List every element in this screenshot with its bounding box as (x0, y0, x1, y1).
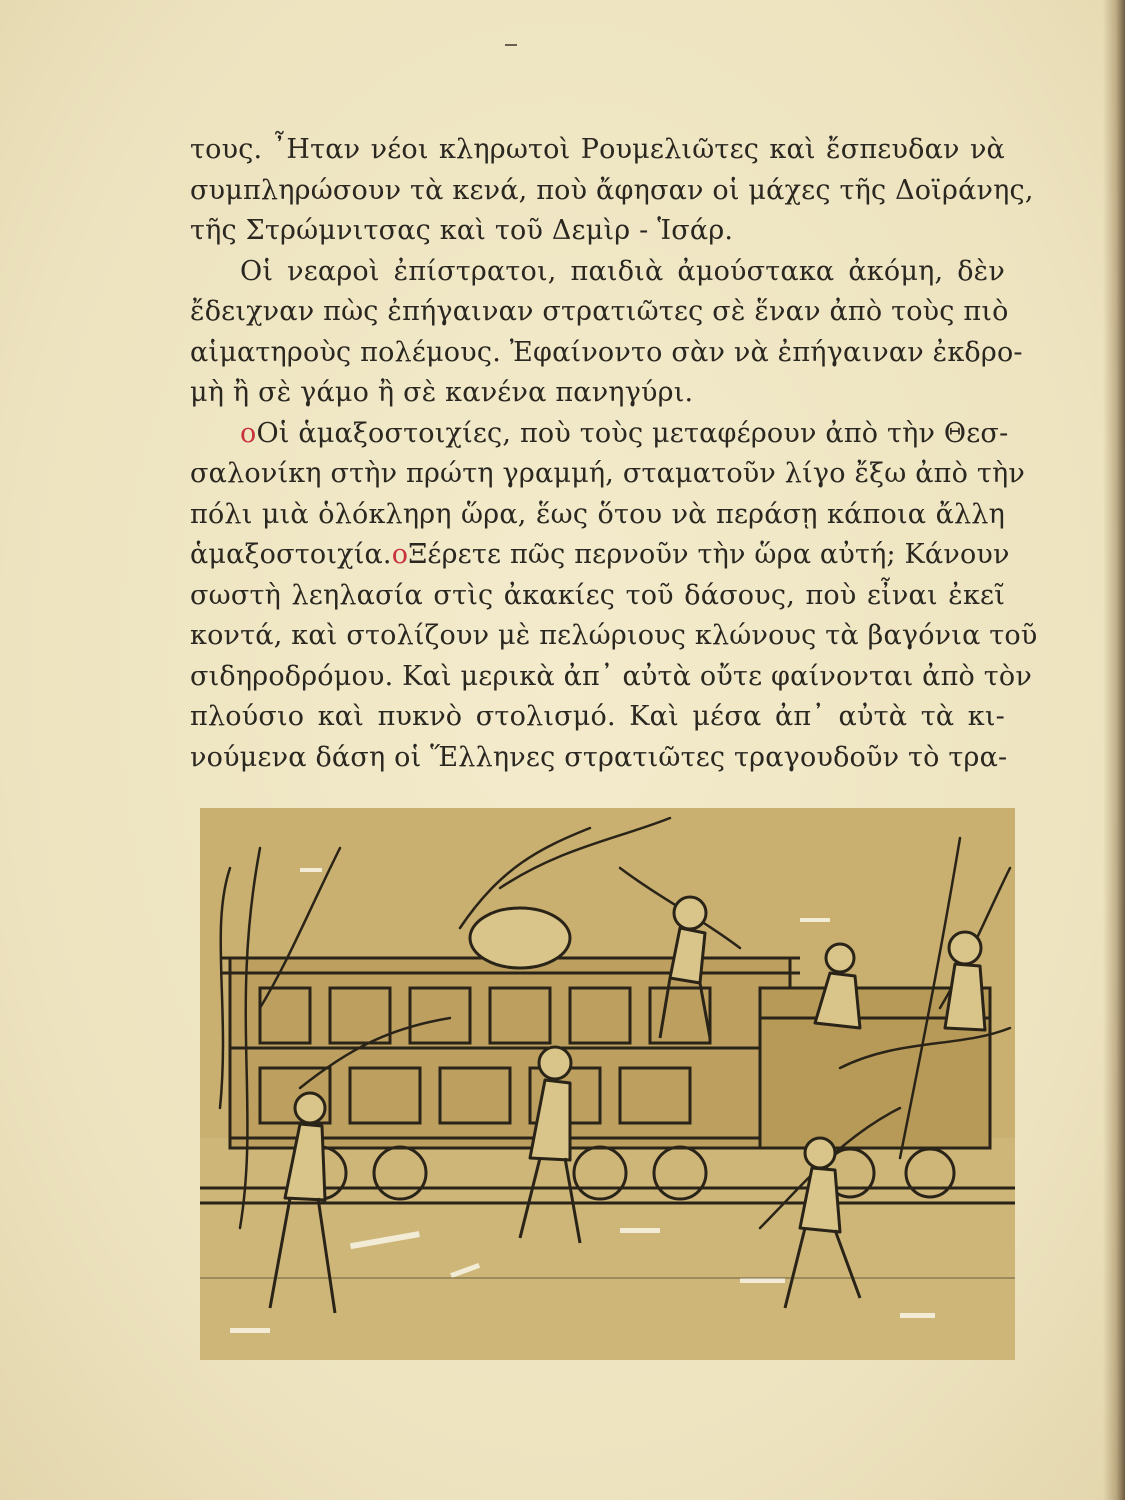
paragraph-1 (190, 130, 1034, 252)
text-line: πόλι μιὰ ὁλόκληρη ὥρα, ἕως ὅτου νὰ περάσῃ κάποια ἄλλη (190, 498, 1005, 530)
text-line: κοντά, καὶ στολίζουν μὲ πελώριους κλώνους τὰ βαγόνια τοῦ (190, 620, 1038, 651)
text-line: πλούσιο καὶ πυκνὸ στολισμό. Καὶ μέσα ἀπ᾿ αὐτὰ τὰ κι- (190, 701, 1005, 732)
page-spine-shadow (1103, 0, 1125, 1500)
text-line: ἔδειχναν πὼς ἐπήγαιναν στρατιῶτες σὲ ἕναν ἀπὸ τοὺς πιὸ (190, 296, 1009, 327)
proofreading-mark: o (391, 539, 409, 570)
top-dash-mark (505, 44, 517, 46)
paragraph-2 (190, 252, 1023, 414)
text-line (190, 414, 1009, 455)
body-text (190, 130, 1038, 778)
illustration-art (200, 808, 1015, 1360)
train-illustration (200, 808, 1015, 1360)
text-line: Οἱ νεαροὶ ἐπίστρατοι, παιδιὰ ἀμούστακα ἀκόμη, δὲν (240, 255, 1005, 287)
text-line: τους. ῏Ηταν νέοι κληρωτοὶ Ρουμελιῶτες καὶ ἔσπευδαν νὰ (190, 134, 1005, 165)
text-line: συμπληρώσουν τὰ κενά, ποὺ ἄφησαν οἱ μάχες τῆς Δοϊράνης, (190, 174, 1034, 206)
paragraph-3 (190, 414, 1038, 779)
proofreading-mark: o (240, 417, 257, 449)
text-line-content: Οἱ ἁμαξοστοιχίες, ποὺ τοὺς μεταφέρουν ἀπὸ τὴν Θεσ- (256, 417, 1009, 449)
text-line (190, 535, 1010, 576)
text-line: σωστὴ λεηλασία στὶς ἀκακίες τοῦ δάσους, ποὺ εἶναι ἐκεῖ (190, 579, 1005, 611)
text-line-content: ἁμαξοστοιχία. (190, 539, 392, 570)
text-line-content: Ξέρετε πῶς περνοῦν τὴν ὥρα αὐτή; Κάνουν (408, 539, 1010, 570)
text-line: σιδηροδρόμου. Καὶ μερικὰ ἀπ᾿ αὐτὰ οὔτε φαίνονται ἀπὸ τὸν (190, 660, 1033, 692)
text-line: μὴ ἢ σὲ γάμο ἢ σὲ κανένα πανηγύρι. (190, 377, 694, 408)
text-line: αἱματηροὺς πολέμους. Ἐφαίνοντο σὰν νὰ ἐπήγαιναν ἐκδρο- (190, 336, 1023, 368)
text-line: τῆς Στρώμνιτσας καὶ τοῦ Δεμὶρ - Ἱσάρ. (190, 215, 734, 246)
text-line: σαλονίκη στὴν πρώτη γραμμή, σταματοῦν λίγο ἔξω ἀπὸ τὴν (190, 458, 1025, 489)
text-line: νούμενα δάση οἱ Ἕλληνες στρατιῶτες τραγουδοῦν τὸ τρα- (190, 741, 1008, 773)
